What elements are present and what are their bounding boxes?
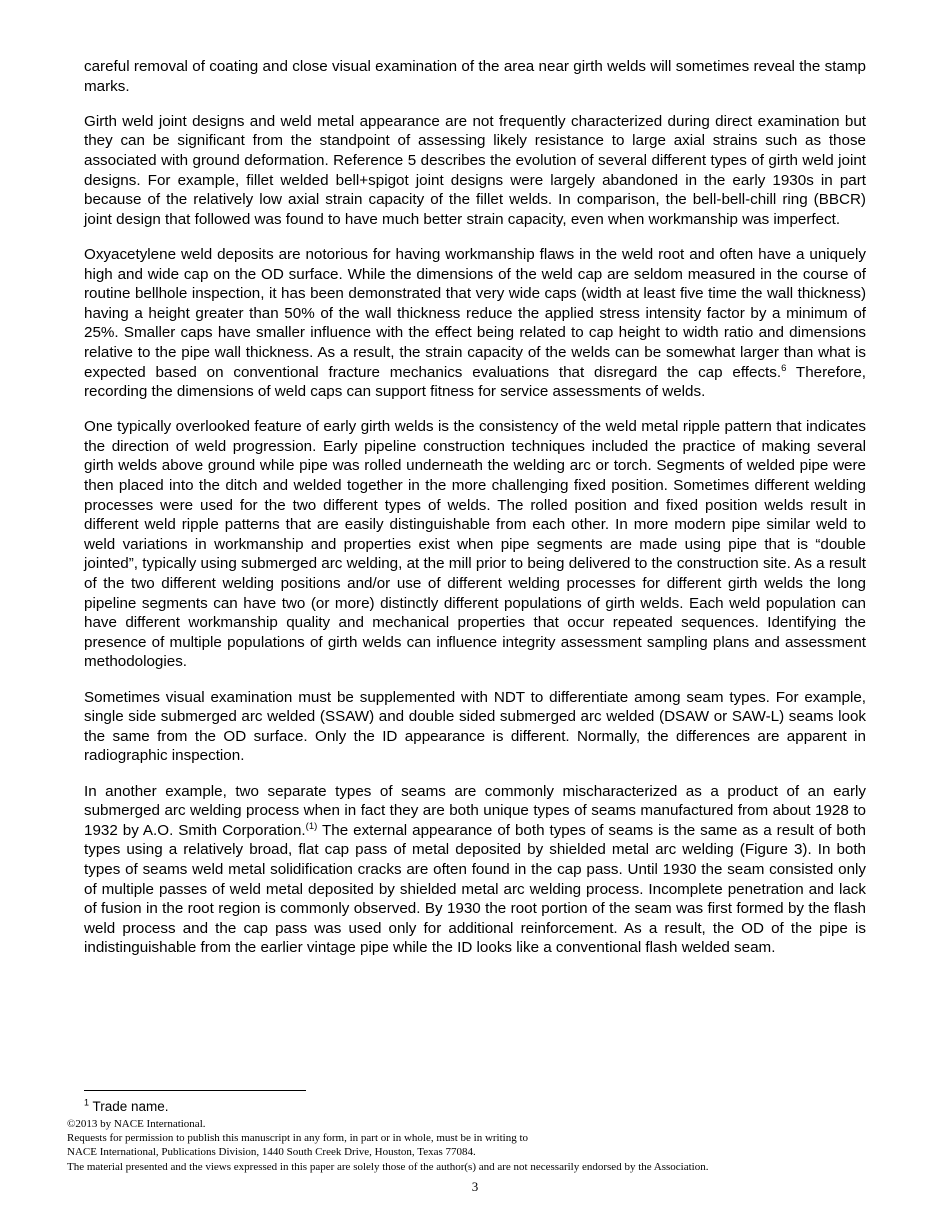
paragraph-ndt-seam-types: Sometimes visual examination must be supplemented with NDT to differentiate among seam types. For example, single side submerged arc welded (SSAW) and double sided submerged arc welded (DSAW or SAW-L) seams look the same from the OD surface. Only the ID appearance is different. Normally, the differences are apparent in radiographic inspection. xyxy=(84,688,866,765)
paragraph-text: In another example, two separate types of seams are commonly mischaracterized as a product of an early submerged arc welding process when in fact they are both unique types of seams manufactured from about 1928 to 1932 by A.O. Smith Corporation. xyxy=(84,782,866,839)
footnote-divider xyxy=(84,1090,306,1091)
disclaimer-line: The material presented and the views expressed in this paper are solely those of the author(s) and are not necessarily endorsed by the Association. xyxy=(67,1160,709,1173)
paragraph-text: Oxyacetylene weld deposits are notorious for having workmanship flaws in the weld root and often have a uniquely high and wide cap on the OD surface. While the dimensions of the weld cap are seldom measured in the course of routine bellhole inspection, it has been demonstrated that very wide caps (width at least five time the wall thickness) having a height greater than 50% of the wall thickness reduce the applied stress intensity factor by a minimum of 25%. Smaller caps have smaller influence with the effect being related to cap height to width ratio and dimensions relative to the pipe wall thickness. As a result, the strain capacity of the welds can be somewhat larger than what is expected based on conventional fracture mechanics evaluations that disregard the cap effects. xyxy=(84,245,866,381)
paragraph-oxyacetylene-weld-deposits xyxy=(84,245,866,402)
permission-line-2: NACE International, Publications Division, 1440 South Creek Drive, Houston, Texas 77084. xyxy=(67,1146,476,1159)
paragraph-stamp-marks: careful removal of coating and close visual examination of the area near girth welds will sometimes reveal the stamp marks. xyxy=(84,58,866,95)
footnote xyxy=(84,1098,169,1116)
legal-notice xyxy=(67,1117,887,1174)
permission-line-1: Requests for permission to publish this manuscript in any form, in part or in whole, must be in writing to xyxy=(67,1132,529,1145)
footnote-number: 1 xyxy=(84,1097,90,1108)
footnote-marker-superscript: (1) xyxy=(305,820,318,832)
paragraph-text: The external appearance of both types of seams is the same as a result of both types using a relatively broad, flat cap pass of metal deposited by shielded metal arc welding (Figure 3). In both types of seams weld metal solidification cracks are often found in the cap pass. Until 1930 the seam consisted only of multiple passes of weld metal deposited by shielded metal arc welding process. Incomplete penetration and lack of fusion in the root region is commonly observed. By 1930 the root portion of the seam was first formed by the flash weld process and the cap pass was used only for additional reinforcement. As a result, the OD of the pipe is indistinguishable from the earlier vintage pipe while the ID looks like a conventional flash welded seam. xyxy=(84,821,866,957)
paragraph-girth-weld-joint-designs: Girth weld joint designs and weld metal appearance are not frequently characterized during direct examination but they can be significant from the standpoint of assessing likely resistance to large axial strains such as those associated with ground deformation. Reference 5 describes the evolution of several different types of girth weld joint designs. For example, fillet welded bell+spigot joint designs were largely abandoned in the early 1930s in part because of the relatively low axial strain capacity of the fillet welds. In comparison, the bell-bell-chill ring (BBCR) joint design that followed was found to have much better strain capacity, even when workmanship was imperfect. xyxy=(84,112,866,228)
copyright-line: ©2013 by NACE International. xyxy=(67,1118,206,1130)
paragraph-weld-ripple-pattern: One typically overlooked feature of early girth welds is the consistency of the weld metal ripple pattern that indicates the direction of weld progression. Early pipeline construction techniques included the practice of making several girth welds above ground while pipe was rolled underneath the welding arc or torch. Segments of welded pipe were then placed into the ditch and welded together in the more challenging fixed position. Sometimes different welding processes were used for the two different types of welds. The rolled position and fixed position welds result in different weld ripple patterns that are easily distinguishable from each other. In more modern pipe similar weld to weld variations in workmanship and properties exist when pipe segments are made using pipe that is “double jointed”, typically using submerged arc welding, at the mill prior to being delivered to the construction site. As a result of the two different welding positions and/or use of different welding processes for different girth welds the long pipeline segments can have two (or more) distinctly different populations of girth welds. Each weld population can have different workmanship quality and mechanical properties that occur repeated sequences. Identifying the presence of multiple populations of girth welds can influence integrity assessment sampling plans and assessment methodologies. xyxy=(84,418,866,671)
reference-superscript: 6 xyxy=(781,362,787,374)
footnote-text: Trade name. xyxy=(89,1099,169,1114)
page-number: 3 xyxy=(471,1179,479,1194)
paragraph-text: Therefore, recording the dimensions of weld caps can support fitness for service assessments of welds. xyxy=(84,363,866,401)
paragraph-ao-smith-seams xyxy=(84,782,866,958)
body-text xyxy=(84,57,866,974)
